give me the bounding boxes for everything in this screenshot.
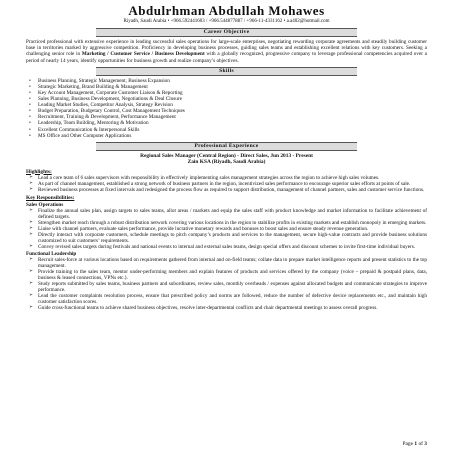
sales-operations-item: ➢ Directly interact with corporate customers, schedule meetings to pitch company’s products and services to the management, secure high-value contracts and provide business solutions customized to suit customers’ requirements.	[38, 232, 427, 244]
skill-item: • Business Planning, Strategic Management, Business Expansion	[38, 78, 427, 84]
role-company: Zain KSA (Riyadh, Saudi Arabia)	[187, 159, 266, 166]
functional-leadership-item: ➢ Provide training to the sales team, mentor under-performing members and explain features of products and services offered by the company (voice – prepaid & postpaid plans, data, business & leased connections, VPNs etc.).	[38, 269, 427, 281]
responsibilities-label: Key Responsibilities:	[26, 195, 75, 202]
skill-item: • Leadership, Team Building, Mentoring & Motivation	[38, 120, 427, 126]
sales-operations-list	[26, 208, 427, 251]
sales-operations-item: ➢ Liaise with channel partners, evaluate sales performance, provide lucrative monetary rewards and bonuses to boost sales and ensure steady revenue generation.	[38, 226, 427, 232]
sales-operations-item: ➢ Convey revised sales targets during festivals and national events to internal and external sales teams, design special offers and discount schemes to invite first-time individual buyers.	[38, 244, 427, 250]
skills-heading: Skills	[96, 67, 357, 76]
of-word: of	[418, 441, 423, 447]
page-word: Page	[402, 441, 414, 447]
highlight-item: ➢ As part of channel management, established a strong network of business partners in the region, incentivized sales performance to encourage superior sales efforts at points of sale.	[38, 181, 427, 187]
role-title: Regional Sales Manager (Central Region) - Direct Sales, Jun 2013 - Present	[140, 152, 313, 159]
skill-item: • Leading Market Studies, Competitor Analysis, Strategy Revision	[38, 102, 427, 108]
skill-item: • Strategic Marketing, Brand Building & Management	[38, 84, 427, 90]
candidate-name: Abdulrhman Abdullah Mohawes	[128, 3, 325, 18]
objective-text-part: with a globally recognized, progressive company to leverage professional competencies acquired over a period of nearly 14 years, identify opportunities for business growth and realize company’s objectives.	[26, 51, 427, 64]
highlight-item: ➢ Lead a core team of 6 sales supervisors with responsibility in effectively implementing sales management strategies across the region to achieve high sales volumes.	[38, 175, 427, 181]
skill-item: • Excellent Communication & Interpersonal Skills	[38, 127, 427, 133]
contact-line: Riyadh, Saudi Arabia • +966.592441603 / +966.544877887 / +966-11-4331162 • a.a402@hotmail.com	[123, 19, 330, 24]
skill-item: • Budget Preparation, Budgetary Control, Cost Management Techniques	[38, 108, 427, 114]
functional-leadership-item: ➢ Study reports submitted by sales teams, business partners and subordinates, review sales, monthly overheads / expenses against allocated budgets and communicate strategies to improve performance.	[38, 281, 427, 293]
skills-list	[26, 78, 427, 139]
functional-leadership-item: ➢ Guide cross-functional teams to achieve shared business objectives, resolve inter-departmental conflicts and chair departmental meetings to assess overall progress.	[38, 305, 427, 311]
objective-target-roles: Marketing / Customer Service / Business Development	[81, 51, 205, 58]
experience-heading: Professional Experience	[96, 142, 357, 151]
career-objective-text	[26, 39, 427, 64]
sales-operations-item: ➢ Strengthen market reach through a robust distribution network covering various locations in the region to stabilize profits in existing markets and establish monopoly in emerging markets.	[38, 220, 427, 226]
functional-leadership-item: ➢ Recruit sales-force at various locations based on requirements gathered from internal and on-field teams; collate data to prepare market intelligence reports and present statistics to the top management.	[38, 257, 427, 269]
highlights-label: Highlights:	[26, 168, 52, 175]
functional-leadership-label: Functional Leadership	[26, 250, 77, 257]
skill-item: • Sales Planning, Business Development, Negotiations & Deal Closure	[38, 96, 427, 102]
sales-operations-label: Sales Operations	[26, 201, 64, 208]
highlights-list	[26, 175, 427, 193]
page-number	[403, 441, 427, 447]
total-pages: 3	[424, 441, 427, 447]
skill-item: • Recruitment, Training & Development, Performance Management	[38, 114, 427, 120]
sales-operations-item: ➢ Finalize the annual sales plan, assign targets to sales teams, allot areas / markets and equip the sales staff with product knowledge and market information to facilitate achievement of defined targets.	[38, 208, 427, 220]
functional-leadership-item: ➢ Lead the customer complaints resolution process, ensure that prescribed policy and norms are followed, reduce the number of defective device replacements etc., and maintain high customer satisfaction scores.	[38, 293, 427, 305]
current-page: 1	[414, 441, 418, 447]
highlight-item: ➢ Reviewed business processes at fixed intervals and redesigned the process flow as required to support distribution, management of channel partners, sales and customer service functions.	[38, 187, 427, 193]
functional-leadership-list	[26, 257, 427, 312]
objective-text-part: Practiced professional with extensive experience in leading successful sales operations for large-scale enterprises, negotiating rewarding corporate agreements and steadily building customer base in territories marked by aggressive competition. Proficiency in developing business processes, guiding sales teams and establishing excellent relations with key customers. Seeking a challenging senior role in	[26, 39, 427, 58]
career-objective-heading: Career Objective	[96, 28, 357, 37]
skill-item: • MS Office and Other Computer Applications	[38, 133, 427, 139]
skill-item: • Key Account Management, Corporate Customer Liaison & Reporting	[38, 90, 427, 96]
